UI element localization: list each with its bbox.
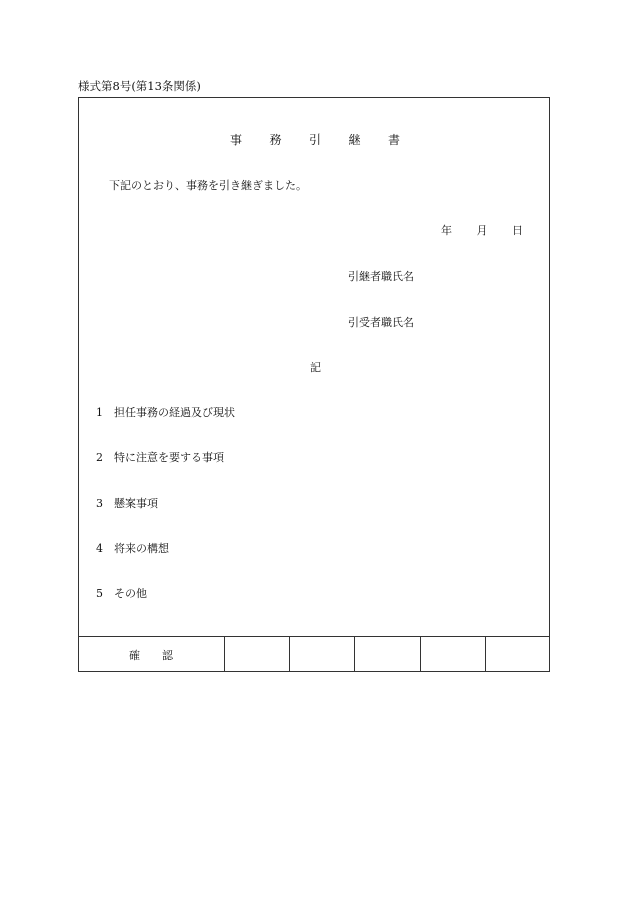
day-label: 日 (512, 224, 523, 237)
date-field[interactable] (441, 224, 523, 238)
confirmation-seal-cell[interactable] (354, 637, 419, 672)
confirmation-seal-cell[interactable] (224, 637, 289, 672)
title-char: 継 (348, 133, 361, 147)
ki-heading: 記 (310, 361, 321, 374)
year-label: 年 (441, 224, 452, 237)
form-number-label: 様式第8号(第13条関係) (78, 79, 201, 93)
transferee-name-label: 引受者職氏名 (348, 316, 414, 329)
confirmation-seal-cell[interactable] (420, 637, 485, 672)
item-number: 5 (96, 587, 103, 600)
confirmation-row (78, 636, 550, 672)
intro-text: 下記のとおり、事務を引き継ぎました。 (109, 179, 307, 192)
list-item (96, 587, 147, 601)
item-text: 懸案事項 (114, 497, 158, 510)
month-label: 月 (476, 224, 488, 237)
item-text: 将来の構想 (114, 542, 169, 555)
document-title (230, 133, 400, 147)
confirmation-label (78, 637, 224, 672)
item-number: 3 (96, 497, 103, 510)
item-number: 2 (96, 451, 103, 464)
confirm-char: 確 (129, 648, 140, 662)
list-item (96, 451, 224, 465)
item-number: 1 (96, 406, 103, 419)
list-item (96, 406, 235, 420)
list-item (96, 497, 158, 511)
list-item (96, 542, 169, 556)
confirmation-seal-cell[interactable] (485, 637, 550, 672)
confirm-char: 認 (162, 648, 173, 662)
item-text: その他 (114, 587, 147, 600)
item-text: 特に注意を要する事項 (114, 451, 224, 464)
item-number: 4 (96, 542, 103, 555)
title-char: 務 (269, 133, 282, 147)
title-char: 書 (387, 133, 400, 147)
item-text: 担任事務の経過及び現状 (114, 406, 235, 419)
confirmation-seal-cell[interactable] (289, 637, 354, 672)
title-char: 引 (308, 133, 321, 147)
transferor-name-label: 引継者職氏名 (348, 270, 414, 283)
title-char: 事 (230, 133, 243, 147)
